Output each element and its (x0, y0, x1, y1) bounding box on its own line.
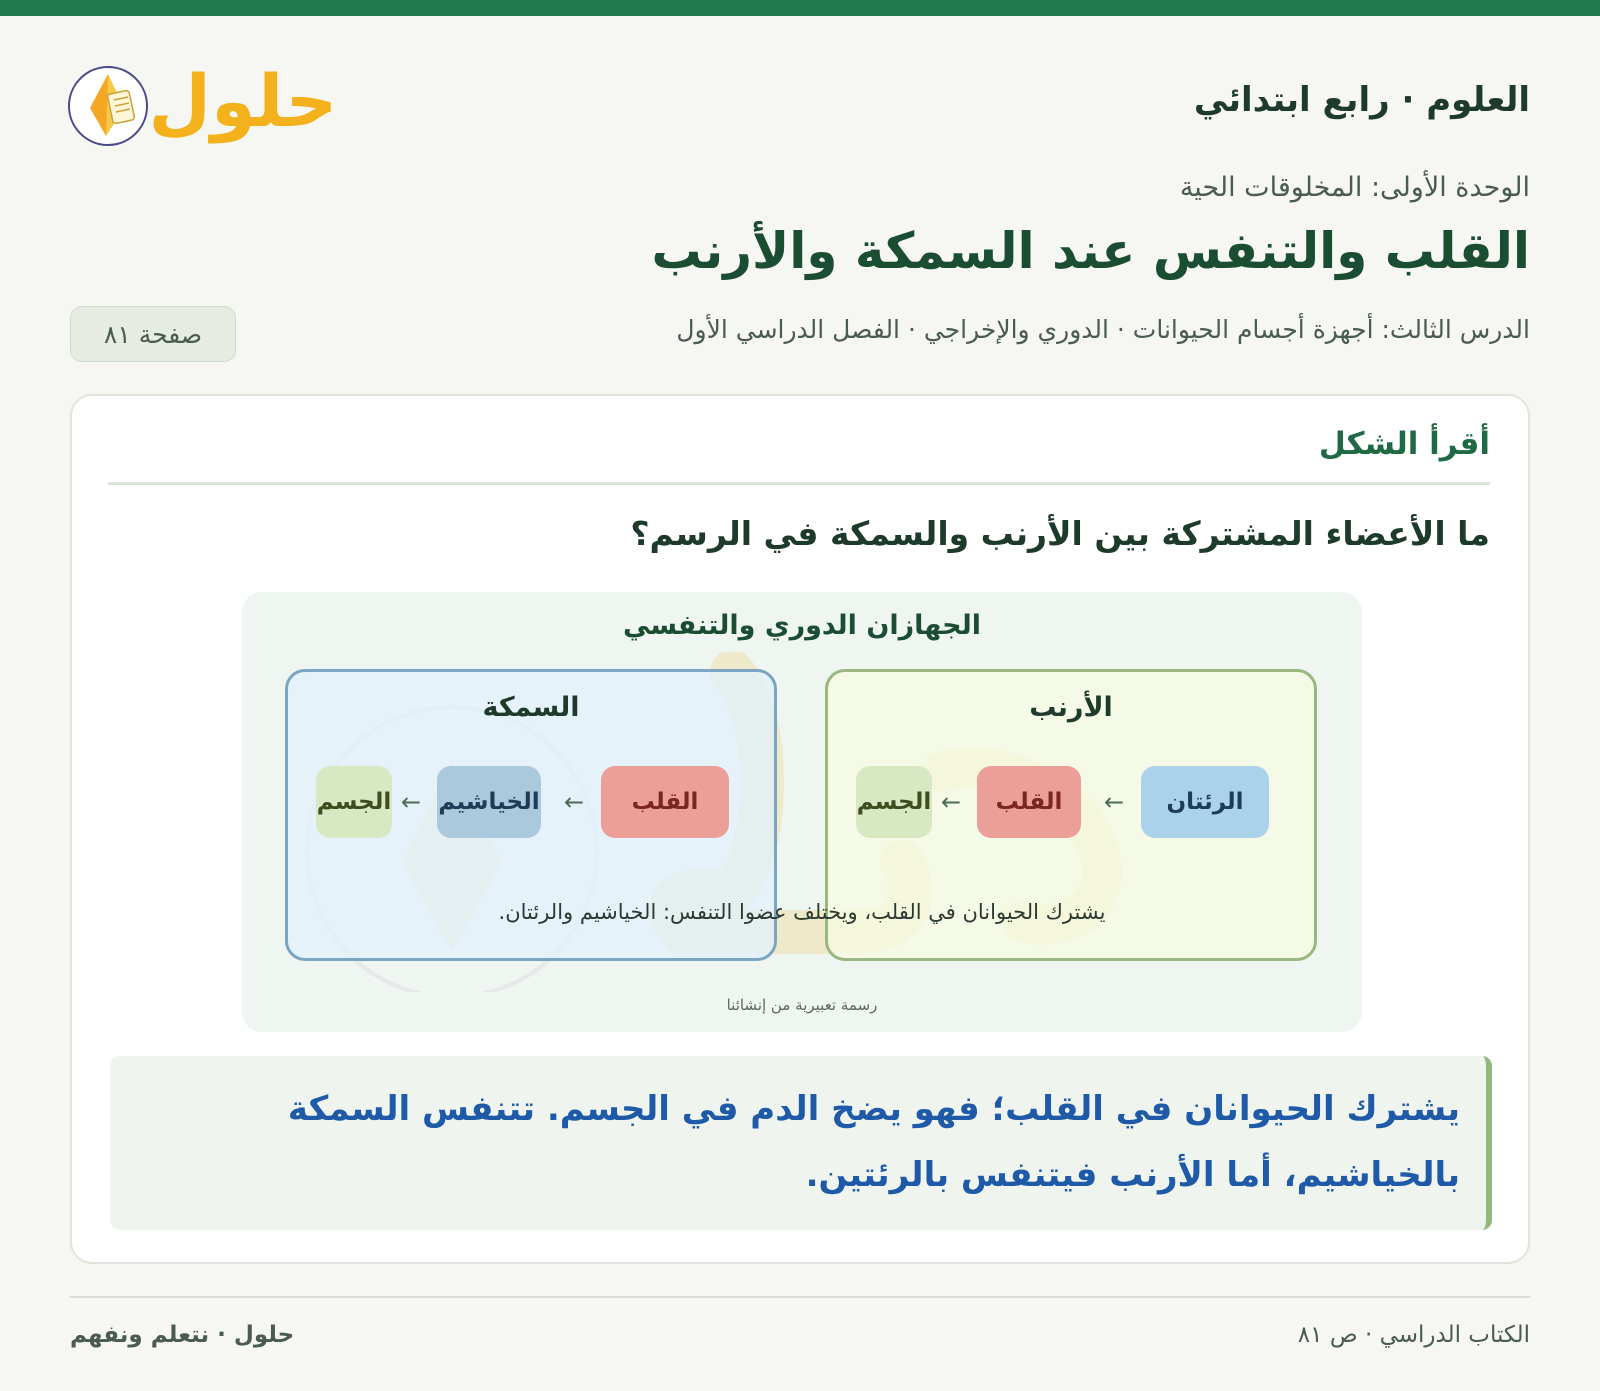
subject-grade-title: العلوم · رابع ابتدائي (1193, 80, 1530, 120)
figure-credit: رسمة تعبيرية من إنشائنا (726, 996, 878, 1014)
rabbit-panel-title: الأرنب (1029, 692, 1113, 723)
rabbit-lungs-box: الرئتان (1141, 766, 1269, 838)
fish-panel-title: السمكة (482, 692, 580, 723)
rabbit-body-box: الجسم (856, 766, 932, 838)
fish-body-box: الجسم (316, 766, 392, 838)
circulatory-respiratory-figure (242, 592, 1362, 1032)
unit-label: الوحدة الأولى: المخلوقات الحية (1179, 172, 1530, 203)
figure-caption: يشترك الحيوانان في القلب، ويختلف عضوا التنفس: الخياشيم والرئتان. (498, 900, 1106, 924)
rabbit-heart-box: القلب (977, 766, 1081, 838)
lesson-title: القلب والتنفس عند السمكة والأرنب (651, 222, 1530, 280)
section-divider (108, 482, 1490, 485)
arrow-icon: ← (1104, 788, 1125, 816)
arrow-icon: ← (401, 788, 422, 816)
fish-heart-box: القلب (601, 766, 729, 838)
figure-title: الجهازان الدوري والتنفسي (623, 610, 981, 641)
footer-book-ref: الكتاب الدراسي · ص ٨١ (1297, 1322, 1530, 1348)
logo-wordmark: حلول (148, 59, 338, 143)
hulul-logo[interactable] (68, 48, 338, 158)
arrow-icon: ← (564, 788, 585, 816)
footer-divider (70, 1296, 1530, 1298)
answer-box: يشترك الحيوانان في القلب؛ فهو يضخ الدم في الجسم. تتنفس السمكة بالخياشيم، أما الأرنب فيتنفس بالرئتين. (110, 1056, 1492, 1230)
top-accent-bar (0, 0, 1600, 16)
question-text: ما الأعضاء المشتركة بين الأرنب والسمكة في الرسم؟ (630, 514, 1490, 553)
fish-gills-box: الخياشيم (437, 766, 541, 838)
page-number-badge: صفحة ٨١ (70, 306, 236, 362)
section-heading: أقرأ الشكل (1318, 426, 1490, 462)
content-card (70, 394, 1530, 1264)
arrow-icon: ← (941, 788, 962, 816)
footer-brand: حلول · نتعلم ونفهم (70, 1322, 295, 1348)
lesson-breadcrumb: الدرس الثالث: أجهزة أجسام الحيوانات · الدوري والإخراجي · الفصل الدراسي الأول (676, 315, 1530, 344)
